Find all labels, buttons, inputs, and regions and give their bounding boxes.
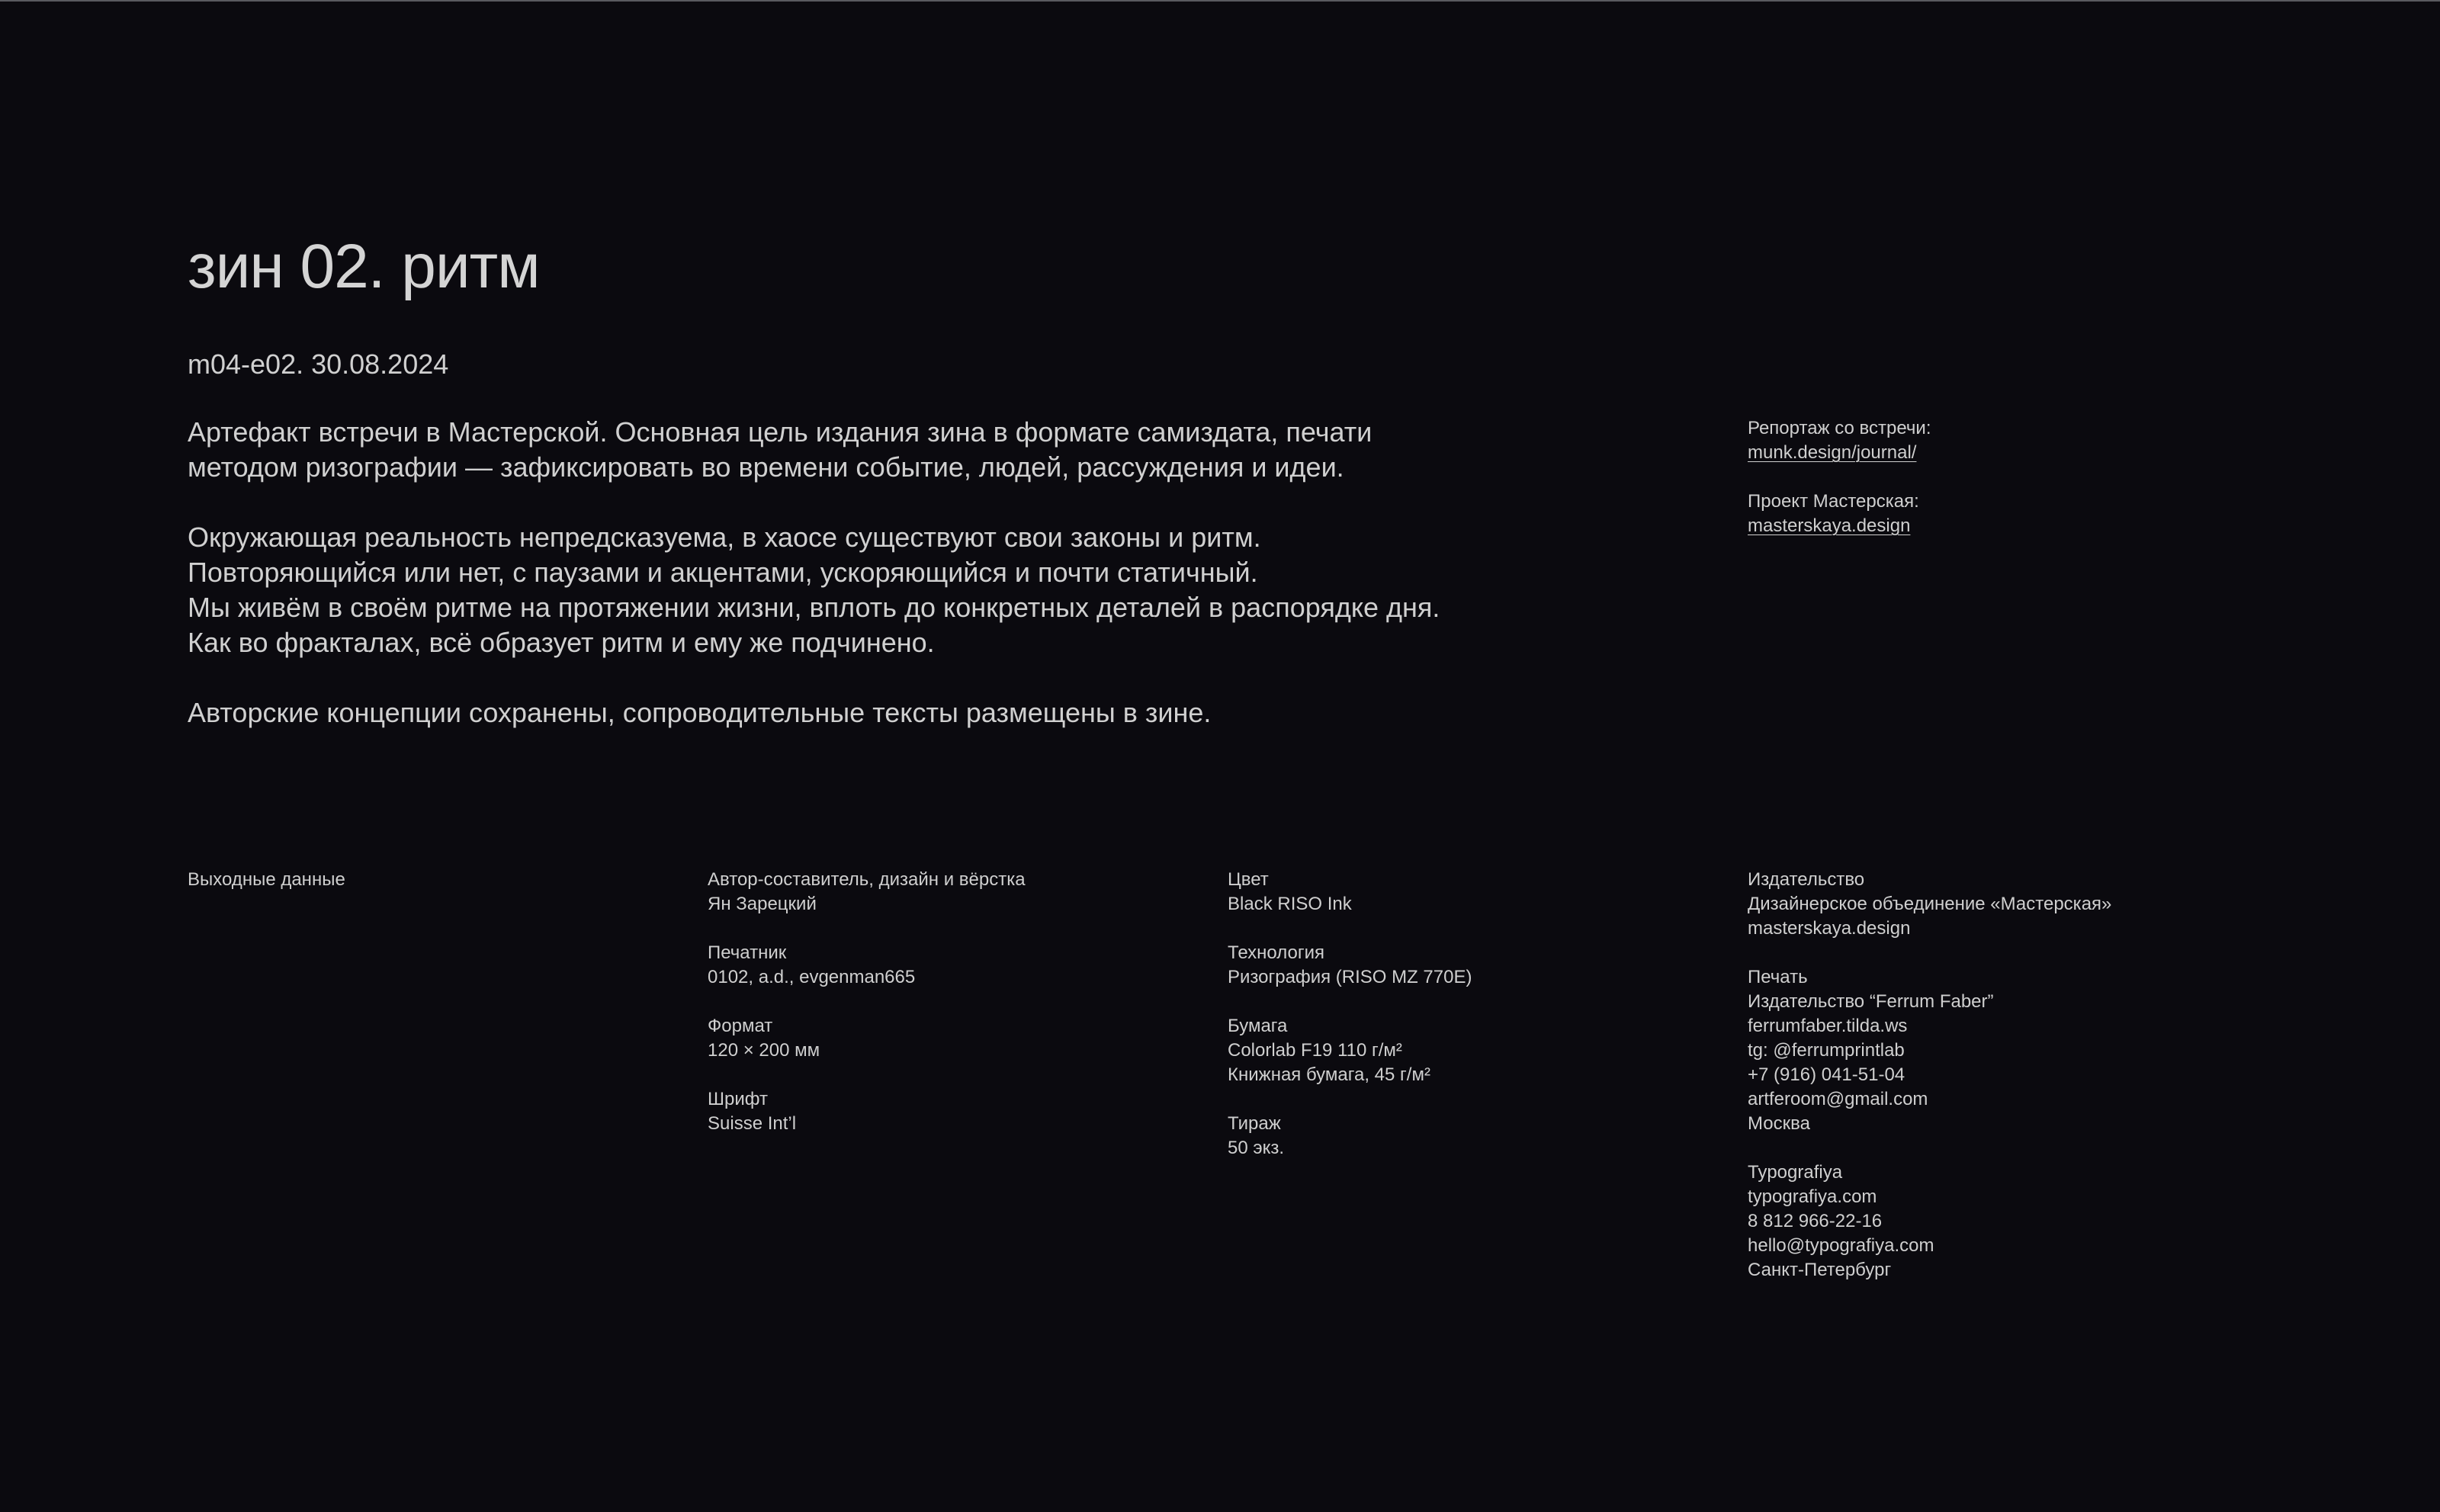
imprint-value: hello@typografiya.com — [1748, 1235, 1934, 1256]
project-label: Проект Мастерская: — [1748, 491, 1919, 512]
imprint-label: Технология — [1228, 942, 1324, 963]
page-title: зин 02. ритм — [188, 232, 540, 301]
imprint-value: Издательство “Ferrum Faber” — [1748, 991, 1994, 1012]
imprint-column-publishers — [1748, 868, 2111, 1307]
description-paragraph — [188, 695, 1713, 730]
project-link-group — [1748, 490, 1931, 538]
description-line: Мы живём в своём ритме на протяжении жизни, вплоть до конкретных деталей в распорядке дня. — [188, 592, 1440, 623]
description-line: Как во фракталах, всё образует ритм и ему же подчинено. — [188, 627, 935, 658]
imprint-value: +7 (916) 041-51-04 — [1748, 1064, 1905, 1085]
imprint-heading: Выходные данные — [188, 869, 345, 890]
imprint-block-technology — [1228, 941, 1472, 990]
imprint-block-paper — [1228, 1014, 1472, 1087]
imprint-label: Цвет — [1228, 869, 1269, 890]
top-divider — [0, 0, 2440, 2]
description — [188, 415, 1713, 766]
imprint-block-format — [708, 1014, 1026, 1063]
report-label: Репортаж со встречи: — [1748, 418, 1931, 438]
imprint-value: Санкт-Петербург — [1748, 1260, 1892, 1280]
description-paragraph — [188, 415, 1713, 485]
imprint-column-production — [1228, 868, 1472, 1185]
imprint-label: Бумага — [1228, 1016, 1288, 1036]
imprint-label: Тираж — [1228, 1113, 1281, 1134]
imprint-value: ferrumfaber.tilda.ws — [1748, 1016, 1908, 1036]
imprint-value: 50 экз. — [1228, 1138, 1285, 1158]
imprint-label: Печатник — [708, 942, 787, 963]
description-paragraph — [188, 520, 1713, 660]
imprint-label: Typografiya — [1748, 1162, 1843, 1183]
imprint-column-credits — [708, 868, 1026, 1160]
description-line: Повторяющийся или нет, с паузами и акцентами, ускоряющийся и почти статичный. — [188, 557, 1258, 588]
description-line: методом ризографии — зафиксировать во времени событие, людей, рассуждения и идеи. — [188, 451, 1344, 483]
imprint-value: Suisse Int’l — [708, 1113, 797, 1134]
imprint-heading-column — [188, 868, 345, 892]
description-line: Артефакт встречи в Мастерской. Основная цель издания зина в формате самиздата, печати — [188, 416, 1372, 448]
imprint-value: Colorlab F19 110 г/м² — [1228, 1040, 1402, 1061]
imprint-value: masterskaya.design — [1748, 918, 1911, 939]
imprint-block-print-run — [1228, 1112, 1472, 1160]
description-line: Окружающая реальность непредсказуема, в хаосе существуют свои законы и ритм. — [188, 522, 1261, 553]
imprint-label: Печать — [1748, 967, 1808, 987]
imprint-label: Автор-составитель, дизайн и вёрстка — [708, 869, 1026, 890]
imprint-value: typografiya.com — [1748, 1186, 1877, 1207]
imprint-block-publisher — [1748, 868, 2111, 941]
imprint-block-author — [708, 868, 1026, 917]
description-line: Авторские концепции сохранены, сопроводительные тексты размещены в зине. — [188, 697, 1212, 728]
imprint-block-printer — [708, 941, 1026, 990]
imprint-label: Издательство — [1748, 869, 1865, 890]
imprint-block-color — [1228, 868, 1472, 917]
imprint-value: Ризография (RISO MZ 770E) — [1228, 967, 1472, 987]
imprint-block-print — [1748, 965, 2111, 1136]
imprint-value: Ян Зарецкий — [708, 894, 817, 914]
report-link[interactable]: munk.design/journal/ — [1748, 442, 1917, 463]
project-link[interactable]: masterskaya.design — [1748, 515, 1911, 536]
imprint-value: 120 × 200 мм — [708, 1040, 820, 1061]
episode-date: m04-e02. 30.08.2024 — [188, 348, 449, 380]
imprint-value: Black RISO Ink — [1228, 894, 1352, 914]
imprint-value: Москва — [1748, 1113, 1810, 1134]
imprint-value: 0102, a.d., evgenman665 — [708, 967, 916, 987]
report-link-group — [1748, 416, 1931, 465]
side-links — [1748, 416, 1931, 563]
imprint-block-typografiya — [1748, 1160, 2111, 1282]
imprint-value: artferoom@gmail.com — [1748, 1089, 1928, 1109]
imprint-block-font — [708, 1087, 1026, 1136]
imprint-label: Формат — [708, 1016, 773, 1036]
imprint-value: tg: @ferrumprintlab — [1748, 1040, 1905, 1061]
imprint-label: Шрифт — [708, 1089, 768, 1109]
imprint-value: Книжная бумага, 45 г/м² — [1228, 1064, 1430, 1085]
imprint-value: Дизайнерское объединение «Мастерская» — [1748, 894, 2112, 914]
imprint-value: 8 812 966-22-16 — [1748, 1211, 1883, 1231]
